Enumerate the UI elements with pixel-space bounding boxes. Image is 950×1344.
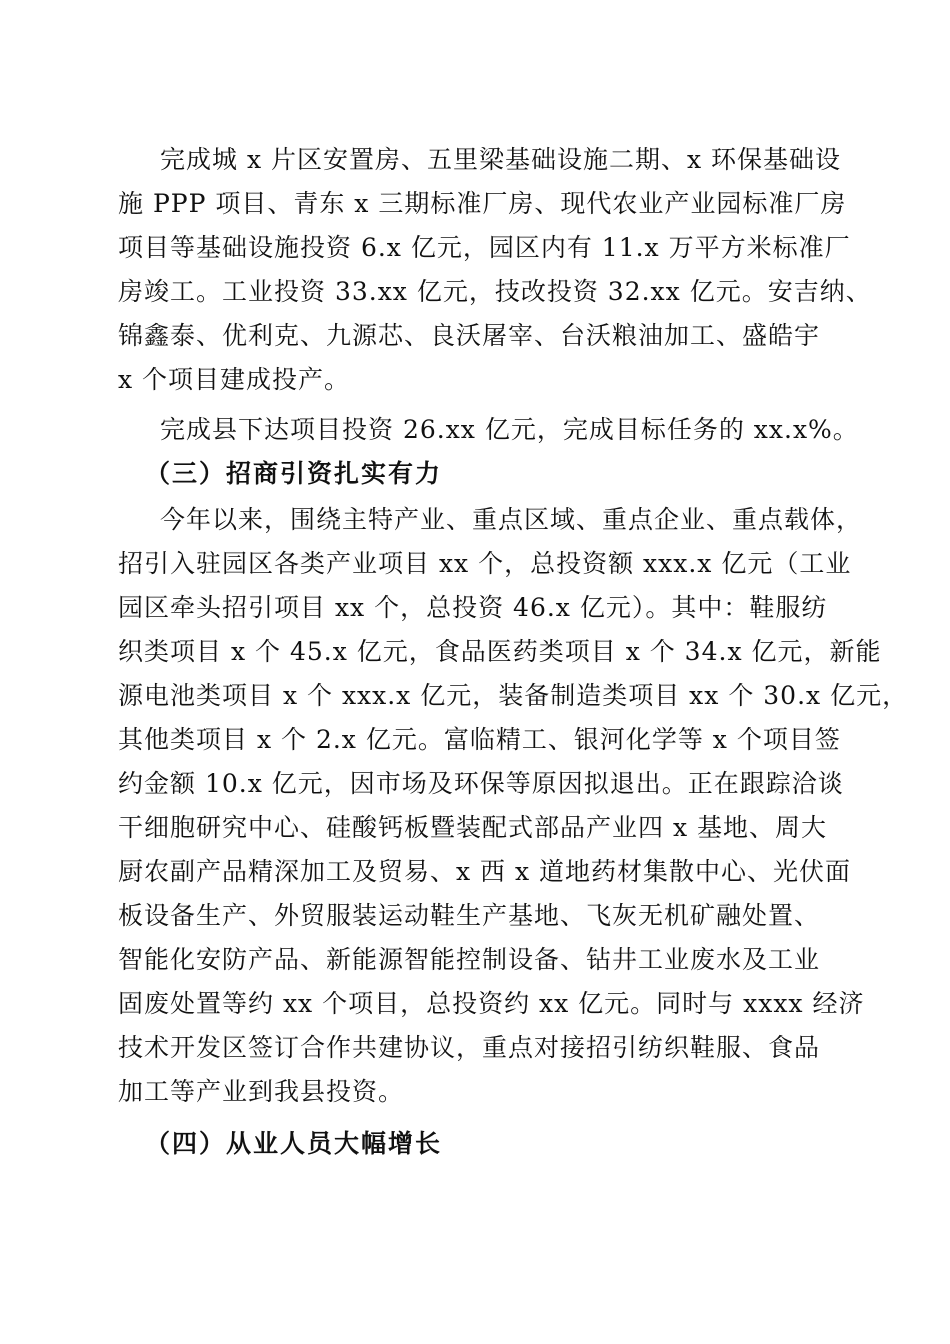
paragraph-line: 施 PPP 项目、青东 x 三期标准厂房、现代农业产业园标准厂房	[118, 189, 847, 218]
section-heading-4: （四）从业人员大幅增长	[145, 1129, 443, 1158]
paragraph-line: 锦鑫泰、优利克、九源芯、良沃屠宰、台沃粮油加工、盛皓宇	[118, 321, 821, 350]
paragraph-line: 其他类项目 x 个 2.x 亿元。富临精工、银河化学等 x 个项目签	[118, 725, 841, 754]
paragraph-line: 加工等产业到我县投资。	[118, 1077, 405, 1106]
paragraph-line: 今年以来，围绕主特产业、重点区域、重点企业、重点载体，	[160, 505, 863, 534]
paragraph-line: 厨农副产品精深加工及贸易、x 西 x 道地药材集散中心、光伏面	[118, 857, 852, 886]
paragraph-line: 智能化安防产品、新能源智能控制设备、钻井工业废水及工业	[118, 945, 821, 974]
paragraph-line: 园区牵头招引项目 xx 个，总投资 46.x 亿元）。其中：鞋服纺	[118, 593, 828, 622]
section-heading-3: （三）招商引资扎实有力	[145, 459, 443, 488]
paragraph-line: 完成县下达项目投资 26.xx 亿元，完成目标任务的 xx.x%。	[160, 415, 859, 444]
paragraph-line: 干细胞研究中心、硅酸钙板暨装配式部品产业四 x 基地、周大	[118, 813, 827, 842]
paragraph-line: x 个项目建成投产。	[118, 365, 351, 394]
paragraph-line: 项目等基础设施投资 6.x 亿元，园区内有 11.x 万平方米标准厂	[118, 233, 851, 262]
paragraph-line: 完成城 x 片区安置房、五里梁基础设施二期、x 环保基础设	[160, 145, 842, 174]
paragraph-line: 固废处置等约 xx 个项目，总投资约 xx 亿元。同时与 xxxx 经济	[118, 989, 865, 1018]
paragraph-line: 约金额 10.x 亿元，因市场及环保等原因拟退出。正在跟踪洽谈	[118, 769, 844, 798]
paragraph-line: 源电池类项目 x 个 xxx.x 亿元，装备制造类项目 xx 个 30.x 亿元，	[118, 681, 909, 710]
paragraph-line: 板设备生产、外贸服装运动鞋生产基地、飞灰无机矿融处置、	[118, 901, 821, 930]
paragraph-line: 织类项目 x 个 45.x 亿元，食品医药类项目 x 个 34.x 亿元，新能	[118, 637, 882, 666]
paragraph-line: 房竣工。工业投资 33.xx 亿元，技改投资 32.xx 亿元。安吉纳、	[118, 277, 872, 306]
paragraph-line: 招引入驻园区各类产业项目 xx 个，总投资额 xxx.x 亿元（工业	[118, 549, 852, 578]
paragraph-line: 技术开发区签订合作共建协议，重点对接招引纺织鞋服、食品	[118, 1033, 821, 1062]
